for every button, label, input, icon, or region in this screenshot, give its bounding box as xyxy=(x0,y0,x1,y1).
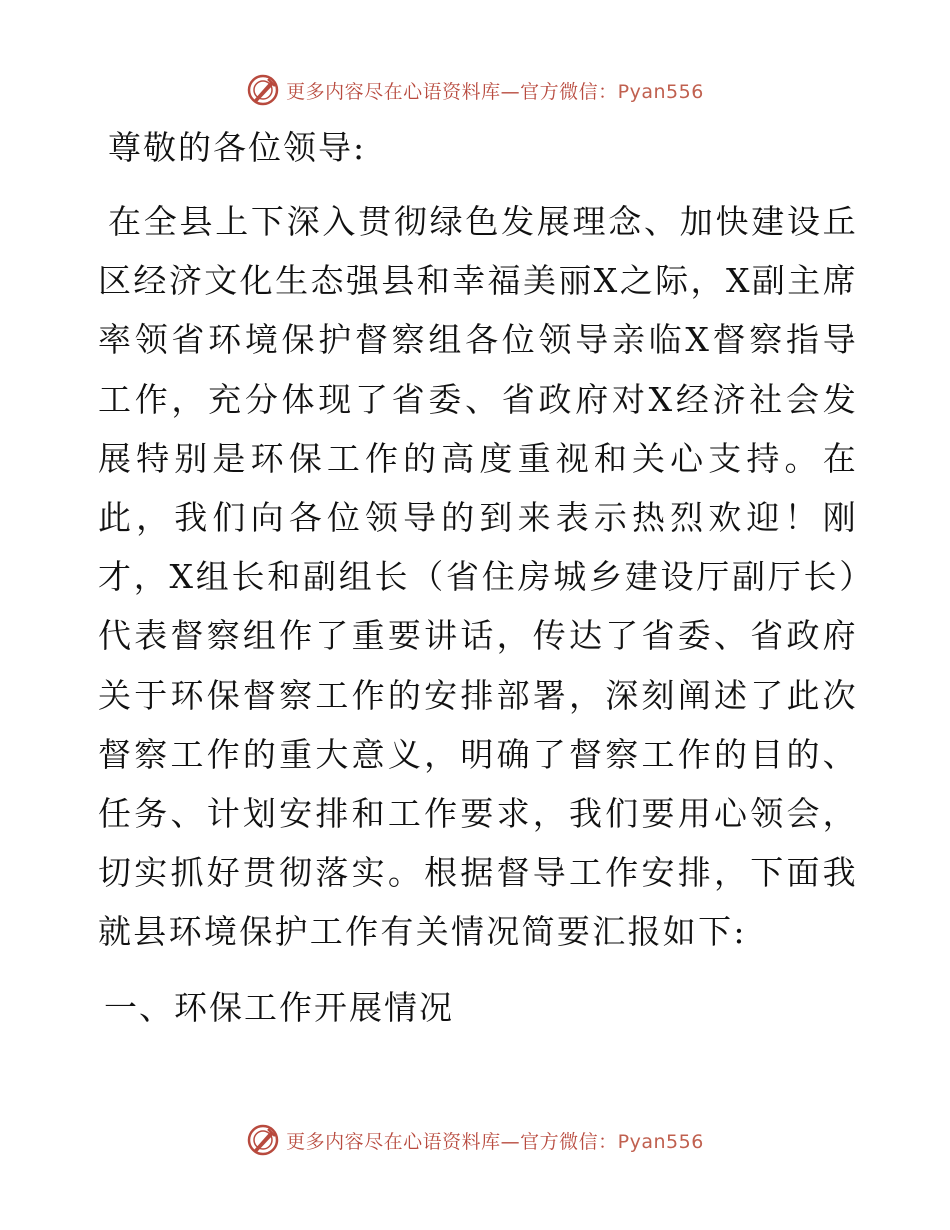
watermark-header xyxy=(0,72,950,108)
pen-logo-icon xyxy=(246,73,280,107)
watermark-id: Pyan556 xyxy=(617,1130,704,1153)
section-heading: 一、环保工作开展情况 xyxy=(104,987,454,1027)
watermark-id: Pyan556 xyxy=(617,80,704,103)
salutation: 尊敬的各位领导: xyxy=(108,128,367,167)
document-body xyxy=(98,118,858,1038)
watermark-text: 更多内容尽在心语资料库—官方微信： xyxy=(286,80,618,103)
watermark-text: 更多内容尽在心语资料库—官方微信： xyxy=(286,1130,618,1153)
watermark-footer xyxy=(0,1122,950,1158)
paragraph: 在全县上下深入贯彻绿色发展理念、加快建设丘区经济文化生态强县和幸福美丽X之际，X副主席率领省环境保护督察组各位领导亲临X督察指导工作，充分体现了省委、省政府对X经济社会发展特别是环保工作的高度重视和关心支持。在此，我们向各位领导的到来表示热烈欢迎！刚才，X组长和副组长（省住房城乡建设厅副厅长）代表督察组作了重要讲话，传达了省委、省政府关于环保督察工作的安排部署，深刻阐述了此次督察工作的重大意义，明确了督察工作的目的、任务、计划安排和工作要求，我们要用心领会，切实抓好贯彻落实。根据督导工作安排，下面我就县环境保护工作有关情况简要汇报如下: xyxy=(98,202,858,952)
pen-logo-icon xyxy=(246,1123,280,1157)
